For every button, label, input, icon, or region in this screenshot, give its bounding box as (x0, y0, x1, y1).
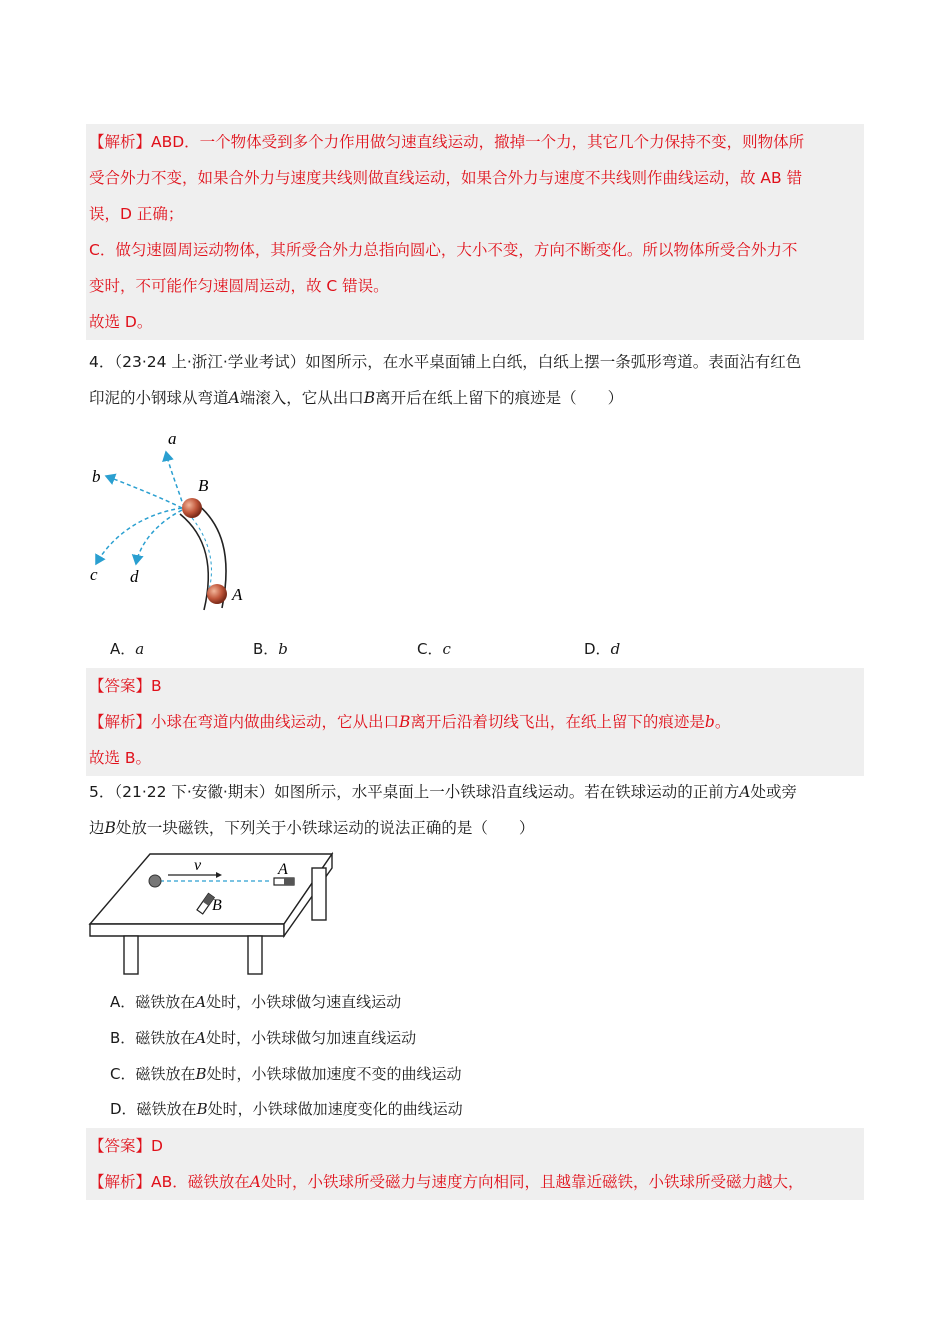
option-b[interactable]: B．b (253, 640, 288, 658)
question-4-line-2: 印泥的小钢球从弯道A端滚入，它从出口B离开后在纸上留下的痕迹是（ ） (89, 389, 624, 407)
table-figure (88, 848, 338, 978)
analysis-line: 【解析】小球在弯道内做曲线运动，它从出口B离开后沿着切线飞出，在纸上留下的痕迹是b。 (89, 713, 731, 731)
label-A: A (232, 585, 243, 604)
label-c: c (90, 565, 98, 584)
label-B: B (212, 897, 222, 914)
q4-answer-block (86, 668, 864, 776)
conclusion-line: 故选 D。 (89, 313, 153, 331)
analysis-line: 变时，不可能作匀速圆周运动，故 C 错误。 (89, 277, 389, 295)
label-b: b (92, 467, 101, 486)
table-leg (248, 936, 262, 974)
label-B: B (198, 476, 209, 495)
label-d: d (130, 567, 139, 586)
ball-B (182, 498, 202, 518)
option-a[interactable]: A．a (110, 640, 145, 658)
var-B: B (363, 389, 376, 407)
question-5-line-2: 边B处放一块磁铁，下列关于小铁球运动的说法正确的是（ ） (89, 819, 535, 837)
answer-line: 【答案】D (89, 1137, 163, 1155)
question-5-line-1: 5．（21·22 下·安徽·期末）如图所示，水平桌面上一小铁球沿直线运动。若在铁球运动的正前方A处或旁 (89, 783, 797, 801)
analysis-line: 误，D 正确； (89, 205, 184, 223)
option-d[interactable]: D．d (584, 640, 621, 658)
question-4-line-1: 4．（23·24 上·浙江·学业考试）如图所示，在水平桌面铺上白纸，白纸上摆一条弧形弯道。表面沾有红色 (89, 353, 802, 371)
analysis-line: 【解析】ABD．一个物体受到多个力作用做匀速直线运动，撤掉一个力，其它几个力保持不变，则物体所 (89, 133, 805, 151)
option-b[interactable]: B．磁铁放在A处时，小铁球做匀加速直线运动 (110, 1029, 417, 1047)
table-leg (124, 936, 138, 974)
q5-answer-block (86, 1128, 864, 1200)
path-b (106, 476, 182, 508)
label-a: a (168, 429, 177, 448)
question-4 (86, 344, 864, 416)
curved-track-figure (82, 428, 262, 618)
q3-analysis-block (86, 124, 864, 340)
iron-ball (149, 875, 161, 887)
analysis-line: C．做匀速圆周运动物体，其所受合外力总指向圆心，大小不变，方向不断变化。所以物体所受合外力不 (89, 241, 798, 259)
ball-A (207, 584, 227, 604)
option-d[interactable]: D．磁铁放在B处时，小铁球做加速度变化的曲线运动 (110, 1100, 463, 1118)
table-leg (312, 868, 326, 920)
option-c[interactable]: C．磁铁放在B处时，小铁球做加速度不变的曲线运动 (110, 1065, 462, 1083)
label-v: v (194, 857, 202, 874)
analysis-line: 受合外力不变，如果合外力与速度共线则做直线运动，如果合外力与速度不共线则作曲线运动，故 AB 错 (89, 169, 803, 187)
analysis-line: 【解析】AB．磁铁放在A处时，小铁球所受磁力与速度方向相同，且越靠近磁铁，小铁球所受磁力越大， (89, 1173, 804, 1191)
conclusion-line: 故选 B。 (89, 749, 152, 767)
option-c[interactable]: C．c (417, 640, 451, 658)
track-inner-wall (180, 514, 208, 610)
option-a[interactable]: A．磁铁放在A处时，小铁球做匀速直线运动 (110, 993, 402, 1011)
answer-line: 【答案】B (89, 677, 162, 695)
path-d (136, 510, 182, 564)
question-5 (86, 774, 864, 846)
var-A: A (228, 389, 240, 407)
label-A: A (278, 861, 288, 878)
path-a (166, 452, 184, 508)
